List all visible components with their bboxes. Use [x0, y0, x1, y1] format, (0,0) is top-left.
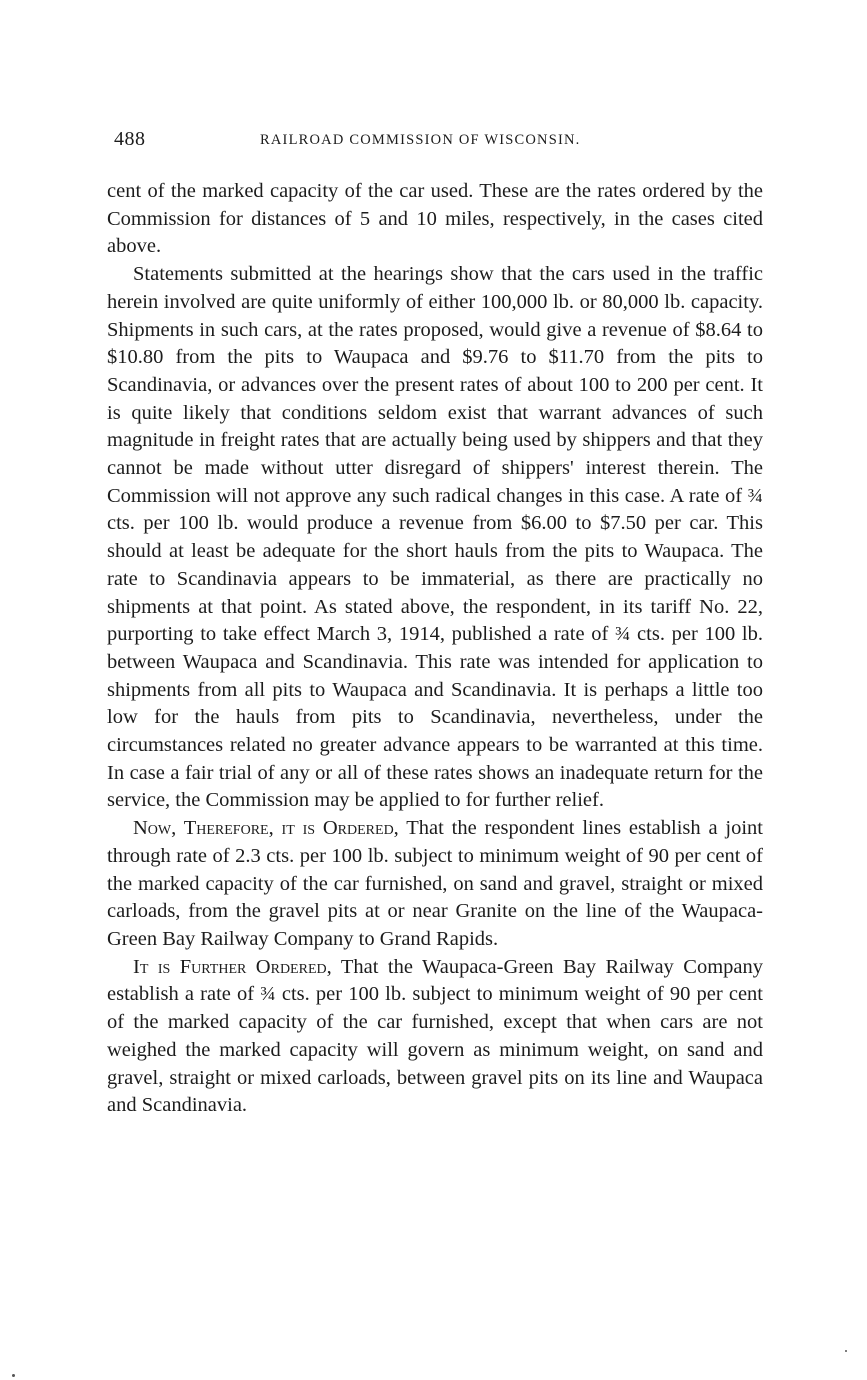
order-text: That the respondent lines establish a joint through rate of 2.3 cts. per 100 lb. subject to minimum weight of 90 per cent of the marked capacity of the car furnished, on sand and gravel, straight or mixed carloads, from the gravel pits at or near Granite on the line of the Waupaca-Green Bay Railway Company to Grand Rapids.: [107, 817, 763, 950]
print-speck: [845, 1350, 847, 1352]
page-header: [114, 128, 764, 158]
further-order-lead-phrase: It is Further Ordered,: [133, 955, 332, 978]
paragraph-first-order: [107, 815, 763, 954]
order-lead-phrase: Now, Therefore, it is Ordered,: [133, 817, 399, 840]
paragraph-further-order: [107, 954, 763, 1120]
running-head: RAILROAD COMMISSION OF WISCONSIN.: [260, 132, 581, 148]
paragraph-continuation: cent of the marked capacity of the car used. These are the rates ordered by the Commission for distances of 5 and 10 miles, respectively, in the cases cited above.: [107, 180, 763, 258]
paragraph-rates-discussion: Statements submitted at the hearings show that the cars used in the traffic herein involved are quite uniformly of either 100,000 lb. or 80,000 lb. capacity. Shipments in such cars, at the rates proposed, would give a revenue of $8.64 to $10.80 from the pits to Waupaca and $9.76 to $11.70 from the pits to Scandinavia, or advances over the present rates of about 100 to 200 per cent. It is quite likely that conditions seldom exist that warrant advances of such magnitude in freight rates that are actually being used by shippers and that they cannot be made without utter disregard of shippers' interest therein. The Commission will not approve any such radical changes in this case. A rate of ¾ cts. per 100 lb. would produce a revenue from $6.00 to $7.50 per car. This should at least be adequate for the short hauls from the pits to Waupaca. The rate to Scandinavia appears to be immaterial, as there are practically no shipments at that point. As stated above, the respondent, in its tariff No. 22, purporting to take effect March 3, 1914, published a rate of ¾ cts. per 100 lb. between Waupaca and Scandinavia. This rate was intended for application to shipments from all pits to Waupaca and Scandinavia. It is perhaps a little too low for the hauls from pits to Scandinavia, nevertheless, under the circumstances related no greater advance appears to be warranted at this time. In case a fair trial of any or all of these rates shows an inadequate return for the service, the Commission may be applied to for further relief.: [107, 263, 763, 812]
print-speck: [12, 1374, 15, 1377]
body-text: [107, 178, 763, 1120]
further-order-text: That the Waupaca-Green Bay Railway Company establish a rate of ¾ cts. per 100 lb. subject to minimum weight of 90 per cent of the marked capacity of the car furnished, except that when cars are not weighed the marked capacity will govern as minimum weight, on sand and gravel, straight or mixed carloads, between gravel pits on its line and Waupaca and Scandinavia.: [107, 955, 763, 1117]
page-number: 488: [114, 128, 146, 150]
